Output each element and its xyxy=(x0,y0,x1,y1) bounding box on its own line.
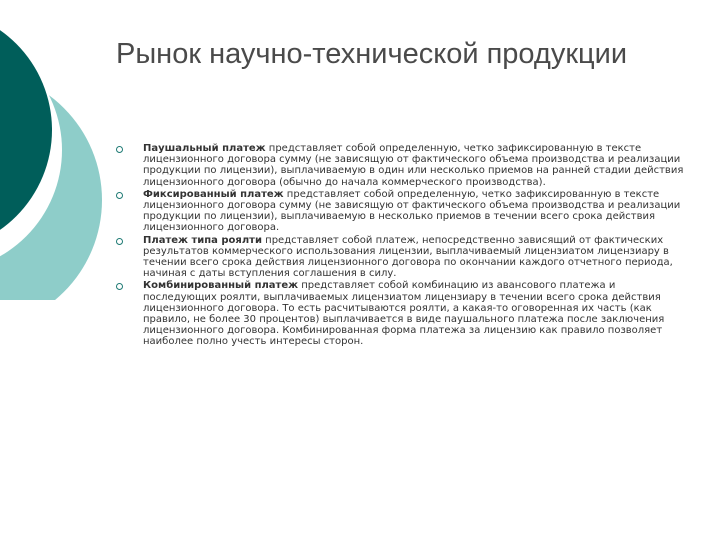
bullet-term: Платеж типа роялти xyxy=(143,234,262,246)
bullet-text: представляет собой определенную, четко зафиксированную в тексте лицензионного договора сумму (не зависящую от фактического объема производства и реализации продукции по лицензии), выплачиваемую в один или несколько приемов на ранней стадии действия лицензионного договора (обычно до начала коммерческого производства). xyxy=(143,143,684,188)
circle-bullet-icon xyxy=(116,192,123,199)
circle-bullet-icon xyxy=(116,283,123,290)
bullet-item xyxy=(116,235,686,280)
circle-bullet-icon xyxy=(116,146,123,153)
bullet-item xyxy=(116,143,686,188)
circle-bullet-icon xyxy=(116,238,123,245)
bullet-item xyxy=(116,189,686,234)
bullet-text: представляет собой определенную, четко зафиксированную в тексте лицензионного договора сумму (не зависящую от фактического объема производства и реализации продукции по лицензии), выплачиваемую в несколько приемов в течении всего срока действия лицензионного договора. xyxy=(143,188,681,234)
bullet-term: Паушальный платеж xyxy=(143,143,266,154)
bullet-term: Фиксированный платеж xyxy=(143,188,284,200)
decorative-circles xyxy=(0,0,110,300)
slide-title: Рынок научно-технической продукции xyxy=(116,38,628,70)
bullet-item xyxy=(116,280,686,347)
bullet-text: представляет собой платеж, непосредственно зависящий от фактических результатов коммерческого использования лицензии, выплачиваемый лицензиатом лицензиару в течении всего срока действия лицензионного договора по окончании каждого отчетного периода, начиная с даты вступления соглашения в силу. xyxy=(143,234,673,280)
bullet-text: представляет собой комбинацию из авансового платежа и последующих роялти, выплачиваемых лицензиатом лицензиару в течении всего срока действия лицензионного договора. То есть расчитываются роялти, а какая-то оговоренная их часть (как правило, не более 30 процентов) выплачивается в виде паушального платежа после заключения лицензионного договора. Комбинированная форма платежа за лицензию как правило позволяет наиболее полно учесть интересы сторон. xyxy=(143,280,665,348)
bullet-term: Комбинированный платеж xyxy=(143,280,299,292)
bullet-list xyxy=(116,143,686,349)
